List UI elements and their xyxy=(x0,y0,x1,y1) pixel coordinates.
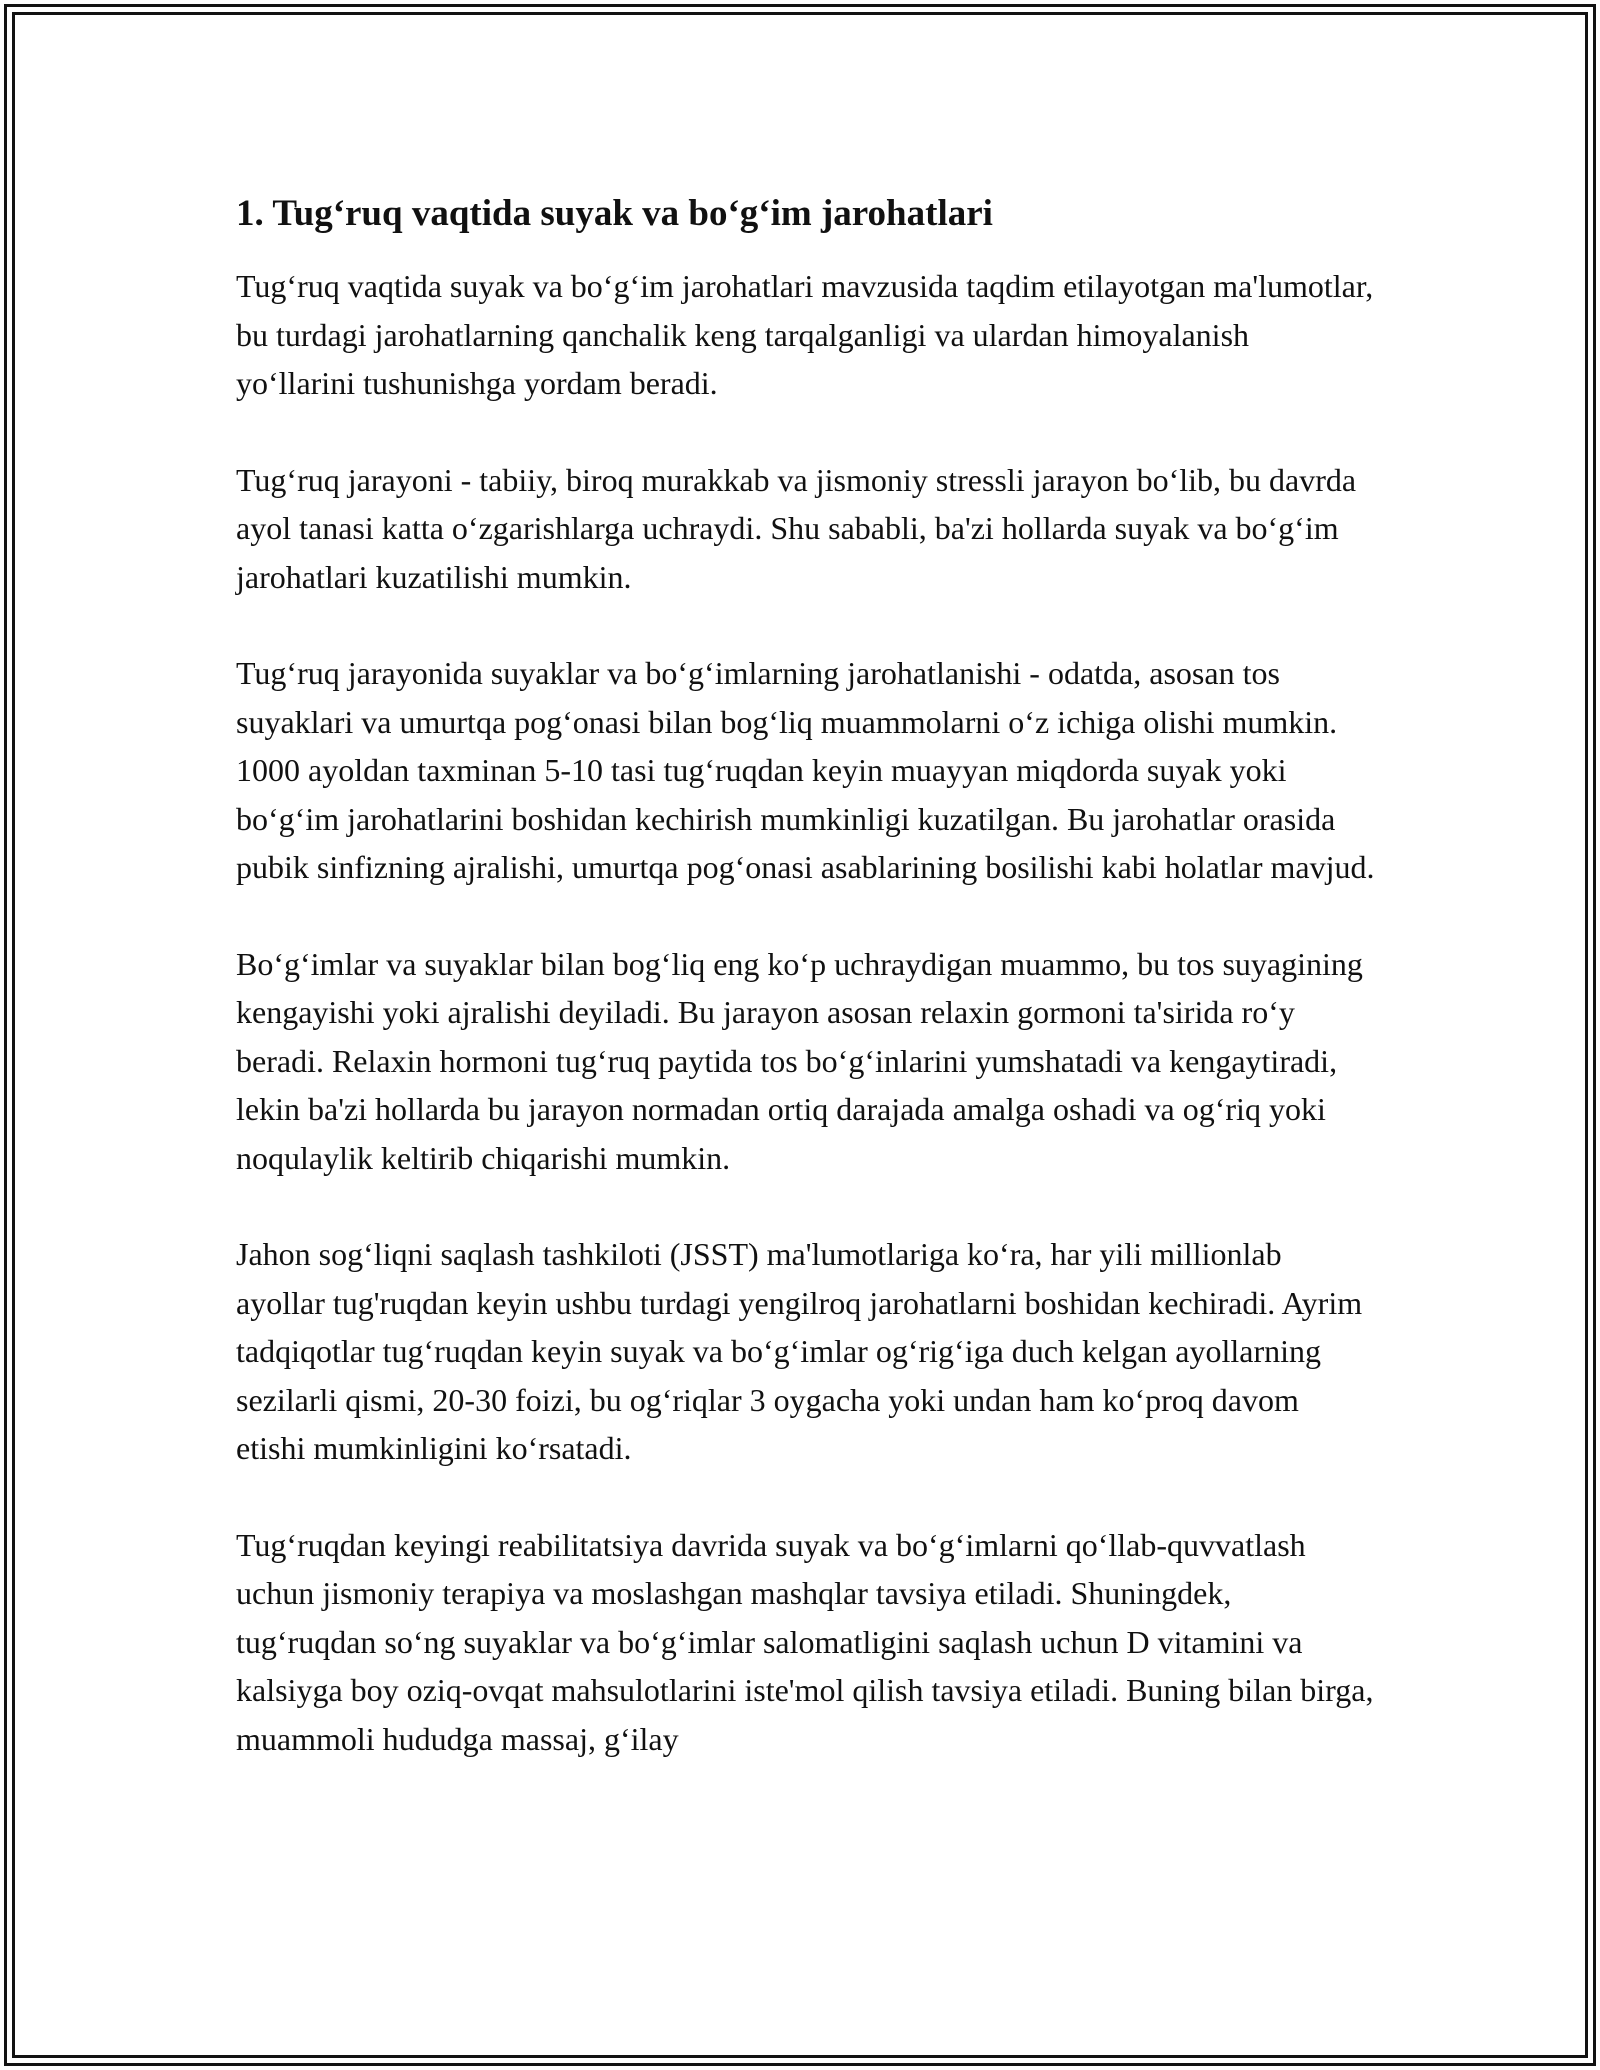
section-heading: 1. Tug‘ruq vaqtida suyak va bo‘g‘im jarohatlari xyxy=(236,193,993,234)
document-body xyxy=(236,188,1376,1811)
paragraph-2: Tug‘ruq jarayoni - tabiiy, biroq murakkab va jismoniy stressli jarayon bo‘lib, bu davrda ayol tanasi katta o‘zgarishlarga uchraydi. Shu sababli, ba'zi hollarda suyak va bo‘g‘im jarohatlari kuzatilishi mumkin. xyxy=(236,461,1357,595)
paragraph-6: Tug‘ruqdan keyingi reabilitatsiya davrida suyak va bo‘g‘imlarni qo‘llab-quvvatlash uchun jismoniy terapiya va moslashgan mashqlar tavsiya etiladi. Shuningdek, tug‘ruqdan so‘ng suyaklar va bo‘g‘imlar salomatligini saqlash uchun D vitamini va kalsiyga boy oziq-ovqat mahsulotlarini iste'mol qilish tavsiya etiladi. Buning bilan birga, muammoli hududga massaj, g‘ilay xyxy=(236,1526,1374,1757)
paragraph-1: Tug‘ruq vaqtida suyak va bo‘g‘im jarohatlari mavzusida taqdim etilayotgan ma'lumotlar, bu turdagi jarohatlarning qanchalik keng tarqalganligi va ulardan himoyalanish yo‘llarini tushunishga yordam beradi. xyxy=(236,268,1374,401)
paragraph-4: Bo‘g‘imlar va suyaklar bilan bog‘liq eng ko‘p uchraydigan muammo, bu tos suyagining kengayishi yoki ajralishi deyiladi. Bu jarayon asosan relaxin gormoni ta'sirida ro‘y beradi. Relaxin hormoni tug‘ruq paytida tos bo‘g‘inlarini yumshatadi va kengaytiradi, lekin ba'zi hollarda bu jarayon normadan ortiq darajada amalga oshadi va og‘riq yoki noqulaylik keltirib chiqarishi mumkin. xyxy=(236,945,1363,1176)
paragraph-3: Tug‘ruq jarayonida suyaklar va bo‘g‘imlarning jarohatlanishi - odatda, asosan tos suyaklari va umurtqa pog‘onasi bilan bog‘liq muammolarni o‘z ichiga olishi mumkin. 1000 ayoldan taxminan 5-10 tasi tug‘ruqdan keyin muayyan miqdorda suyak yoki bo‘g‘im jarohatlarini boshidan kechirish mumkinligi kuzatilgan. Bu jarohatlar orasida pubik sinfizning ajralishi, umurtqa pog‘onasi asablarining bosilishi kabi holatlar mavjud. xyxy=(236,655,1375,885)
paragraph-5: Jahon sog‘liqni saqlash tashkiloti (JSST) ma'lumotlariga ko‘ra, har yili millionlab ayollar tug'ruqdan keyin ushbu turdagi yengilroq jarohatlarni boshidan kechiradi. Ayrim tadqiqotlar tug‘ruqdan keyin suyak va bo‘g‘imlar og‘rig‘iga duch kelgan ayollarning sezilarli qismi, 20-30 foizi, bu og‘riqlar 3 oygacha yoki undan ham ko‘proq davom etishi mumkinligini ko‘rsatadi. xyxy=(236,1236,1363,1466)
